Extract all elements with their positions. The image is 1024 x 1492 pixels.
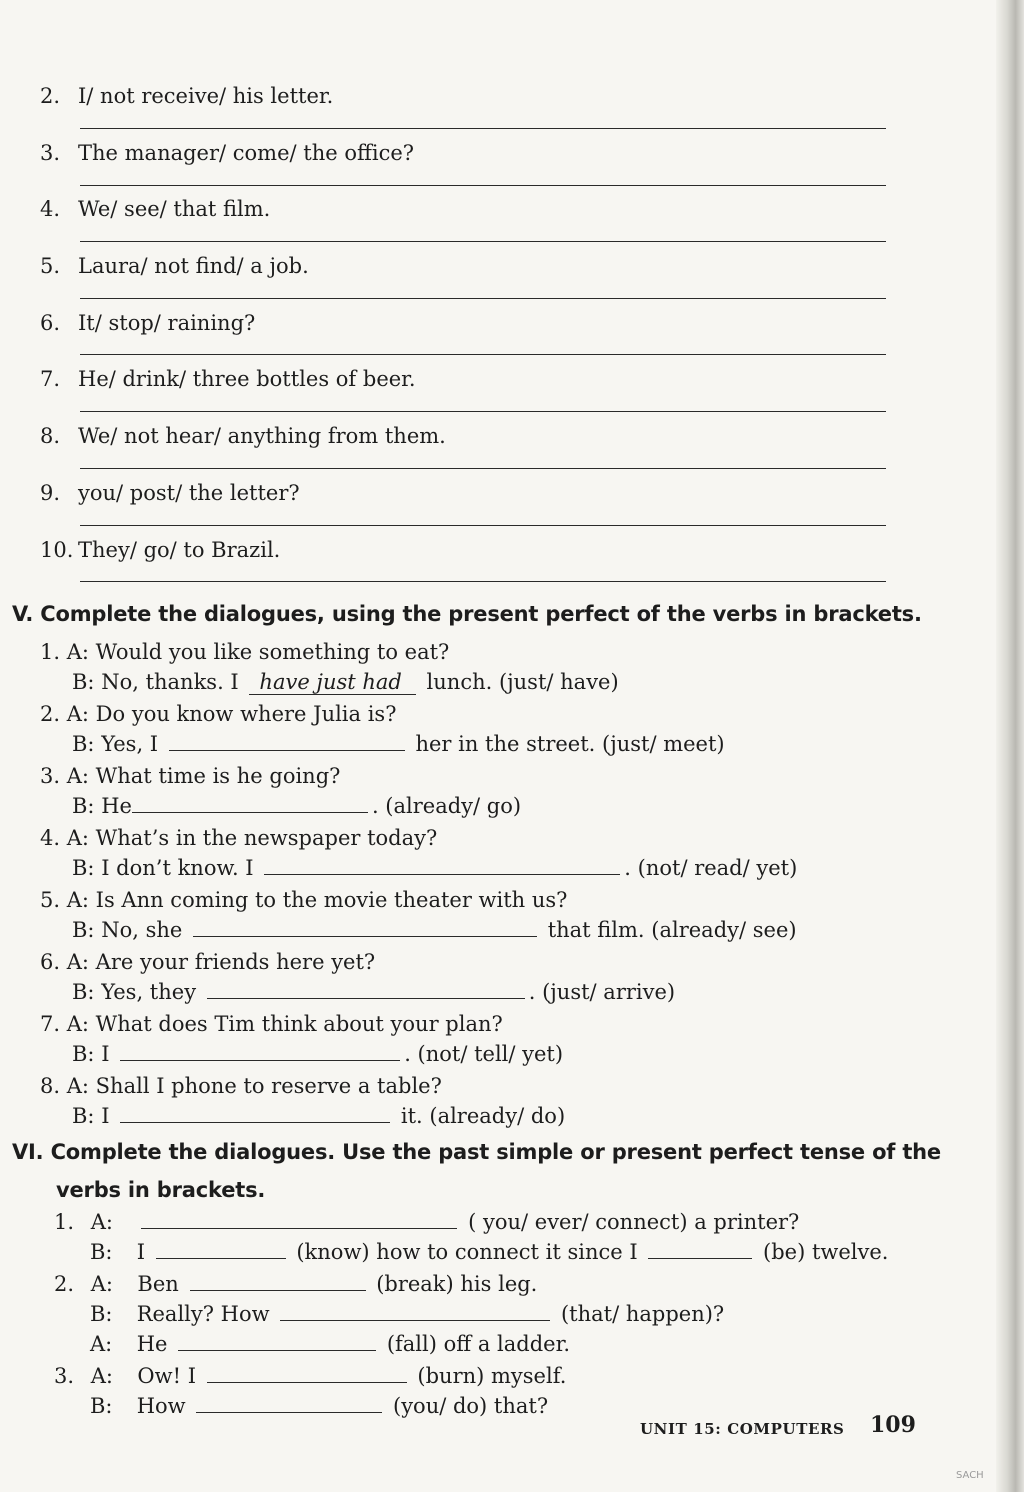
answer-line[interactable] [80, 468, 886, 469]
exercise-item: 8. We/ not hear/ anything from them. [40, 424, 446, 448]
answer-line[interactable] [80, 298, 886, 299]
answer-blank[interactable] [120, 1042, 400, 1061]
answer-blank[interactable] [264, 856, 620, 875]
dialogue-8: 8. A: Shall I phone to reserve a table? [40, 1074, 442, 1098]
dialogue-2: 2. A: Do you know where Julia is? [40, 702, 397, 726]
vi-dialogue-2-b: B: Really? How (that/ happen)? [90, 1302, 725, 1326]
answer-line[interactable] [80, 411, 886, 412]
section-v-title: V. Complete the dialogues, using the present perfect of the verbs in brackets. [12, 602, 922, 626]
dialogue-4: 4. A: What’s in the newspaper today? [40, 826, 438, 850]
answer-line[interactable] [80, 354, 886, 355]
answer-blank[interactable] [169, 732, 405, 751]
dialogue-6-answer: B: Yes, they . (just/ arrive) [72, 980, 676, 1004]
dialogue-7: 7. A: What does Tim think about your plan? [40, 1012, 503, 1036]
section-vi-title-cont: verbs in brackets. [56, 1178, 266, 1202]
vi-dialogue-1-a: 1. A: ( you/ ever/ connect) a printer? [54, 1210, 800, 1234]
section-vi-title: VI. Complete the dialogues. Use the past simple or present perfect tense of the [12, 1140, 941, 1164]
vi-dialogue-3-b: B: How (you/ do) that? [90, 1394, 549, 1418]
vi-dialogue-3-a: 3. A: Ow! I (burn) myself. [54, 1364, 567, 1388]
answer-blank[interactable] [141, 1210, 457, 1229]
dialogue-4-answer: B: I don’t know. I . (not/ read/ yet) [72, 856, 798, 880]
answer-blank[interactable] [648, 1240, 752, 1259]
dialogue-5: 5. A: Is Ann coming to the movie theater with us? [40, 888, 568, 912]
answer-line[interactable] [80, 581, 886, 582]
answer-blank[interactable] [280, 1302, 550, 1321]
answer-blank[interactable] [196, 1394, 382, 1413]
answer-line[interactable] [80, 525, 886, 526]
example-answer: have just had [249, 670, 415, 695]
unit-label: UNIT 15: COMPUTERS [640, 1420, 845, 1438]
exercise-item: 2. I/ not receive/ his letter. [40, 84, 334, 108]
dialogue-7-answer: B: I . (not/ tell/ yet) [72, 1042, 564, 1066]
answer-line[interactable] [80, 128, 886, 129]
answer-blank[interactable] [178, 1332, 376, 1351]
answer-line[interactable] [80, 241, 886, 242]
dialogue-5-answer: B: No, she that film. (already/ see) [72, 918, 797, 942]
dialogue-1: 1. A: Would you like something to eat? [40, 640, 450, 664]
answer-blank[interactable] [132, 794, 368, 813]
exercise-item: 10. They/ go/ to Brazil. [40, 538, 281, 562]
answer-blank[interactable] [207, 980, 525, 999]
vi-dialogue-2-a2: A: He (fall) off a ladder. [90, 1332, 570, 1356]
exercise-item: 7. He/ drink/ three bottles of beer. [40, 367, 416, 391]
vi-dialogue-2-a: 2. A: Ben (break) his leg. [54, 1272, 538, 1296]
exercise-item: 4. We/ see/ that film. [40, 197, 271, 221]
watermark-logo: SACH [956, 1470, 984, 1481]
answer-line[interactable] [80, 185, 886, 186]
exercise-item: 6. It/ stop/ raining? [40, 311, 256, 335]
answer-blank[interactable] [156, 1240, 286, 1259]
exercise-item: 5. Laura/ not find/ a job. [40, 254, 309, 278]
answer-blank[interactable] [120, 1104, 390, 1123]
answer-blank[interactable] [193, 918, 537, 937]
dialogue-2-answer: B: Yes, I her in the street. (just/ meet) [72, 732, 725, 756]
dialogue-3-answer: B: He . (already/ go) [72, 794, 522, 818]
dialogue-3: 3. A: What time is he going? [40, 764, 341, 788]
book-spine-shadow [996, 0, 1024, 1492]
answer-blank[interactable] [207, 1364, 407, 1383]
vi-dialogue-1-b: B: I (know) how to connect it since I (be) twelve. [90, 1240, 889, 1264]
page-number: 109 [870, 1412, 916, 1438]
exercise-item: 3. The manager/ come/ the office? [40, 141, 415, 165]
dialogue-1-answer: B: No, thanks. I have just had lunch. (just/ have) [72, 670, 619, 694]
dialogue-6: 6. A: Are your friends here yet? [40, 950, 376, 974]
exercise-item: 9. you/ post/ the letter? [40, 481, 300, 505]
answer-blank[interactable] [190, 1272, 366, 1291]
dialogue-8-answer: B: I it. (already/ do) [72, 1104, 566, 1128]
